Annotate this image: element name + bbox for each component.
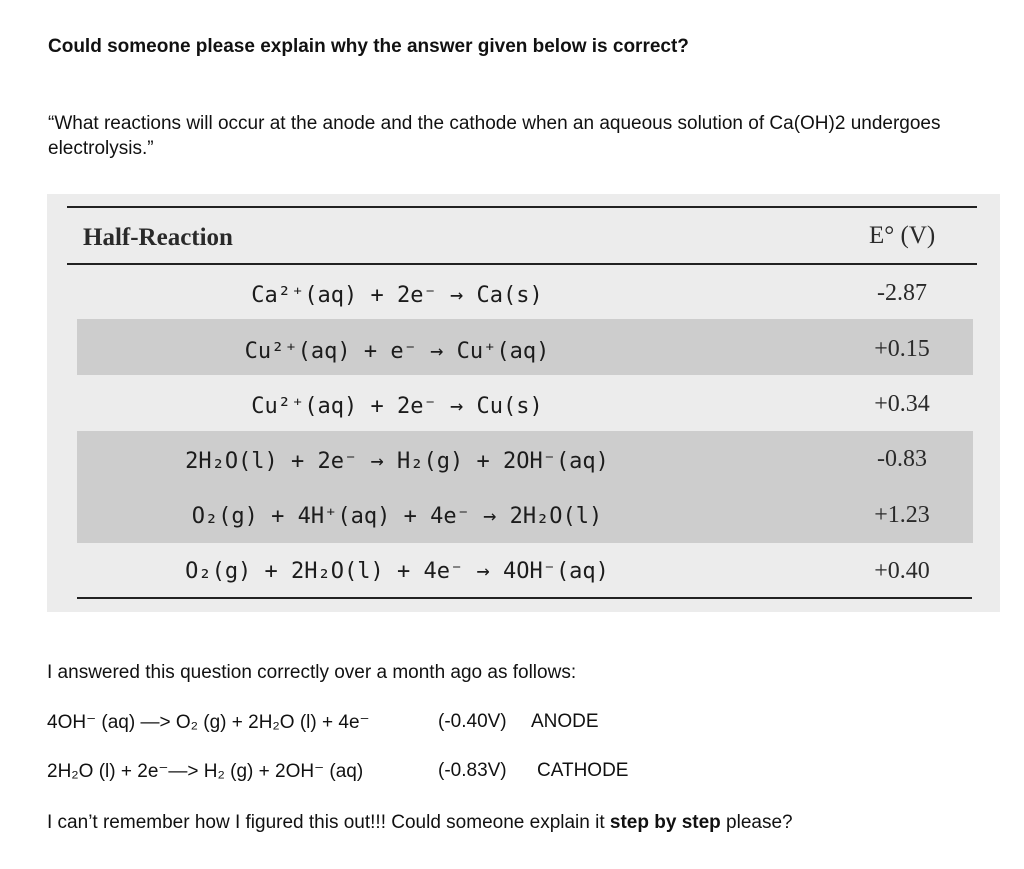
anode-label: ANODE: [531, 711, 599, 732]
half-reaction-table-photo: [47, 194, 1000, 612]
table-row-potential: +0.15: [874, 336, 930, 362]
table-row-potential: -0.83: [877, 446, 927, 472]
table-row-reaction: Cu²⁺(aq) + 2e⁻ → Cu(s): [251, 394, 543, 419]
table-row-reaction: Ca²⁺(aq) + 2e⁻ → Ca(s): [251, 283, 543, 308]
table-row-reaction: Cu²⁺(aq) + e⁻ → Cu⁺(aq): [244, 339, 550, 364]
table-row-reaction: O₂(g) + 4H⁺(aq) + 4e⁻ → 2H₂O(l): [191, 504, 603, 529]
closing-text-end: please?: [720, 812, 793, 833]
table-row-potential: +0.40: [874, 558, 930, 584]
table-row-reaction: 2H₂O(l) + 2e⁻ → H₂(g) + 2OH⁻(aq): [185, 449, 609, 474]
table-header-rule: [67, 263, 977, 265]
table-row-reaction: O₂(g) + 2H₂O(l) + 4e⁻ → 4OH⁻(aq): [185, 559, 609, 584]
closing-request: [47, 812, 793, 834]
table-row-potential: +0.34: [874, 391, 930, 417]
cathode-label: CATHODE: [537, 760, 629, 781]
question-quote: “What reactions will occur at the anode and the cathode when an aqueous solution of Ca(OH)2 undergoes electrolysis.”: [48, 113, 941, 159]
answer-intro: I answered this question correctly over a month ago as follows:: [47, 662, 577, 683]
cathode-line: [47, 760, 363, 783]
table-top-rule: [67, 206, 977, 208]
cathode-equation: 2H₂O (l) + 2e⁻—> H₂ (g) + 2OH⁻ (aq): [47, 761, 364, 782]
table-row-potential: +1.23: [874, 502, 930, 528]
closing-text-bold: step by step: [609, 812, 721, 833]
table-bottom-rule: [77, 597, 972, 599]
table-row-potential: -2.87: [877, 280, 927, 306]
closing-text-start: I can’t remember how I figured this out!!! Could someone explain it: [47, 812, 610, 833]
anode-equation: 4OH⁻ (aq) —> O₂ (g) + 2H₂O (l) + 4e⁻: [47, 712, 370, 733]
table-header-half-reaction: Half-Reaction: [83, 224, 233, 251]
cathode-potential: (-0.83V): [438, 760, 507, 781]
anode-potential: (-0.40V): [438, 711, 507, 732]
question-title: Could someone please explain why the answer given below is correct?: [48, 36, 689, 57]
table-header-potential: E° (V): [869, 222, 936, 249]
anode-line: [47, 711, 370, 734]
